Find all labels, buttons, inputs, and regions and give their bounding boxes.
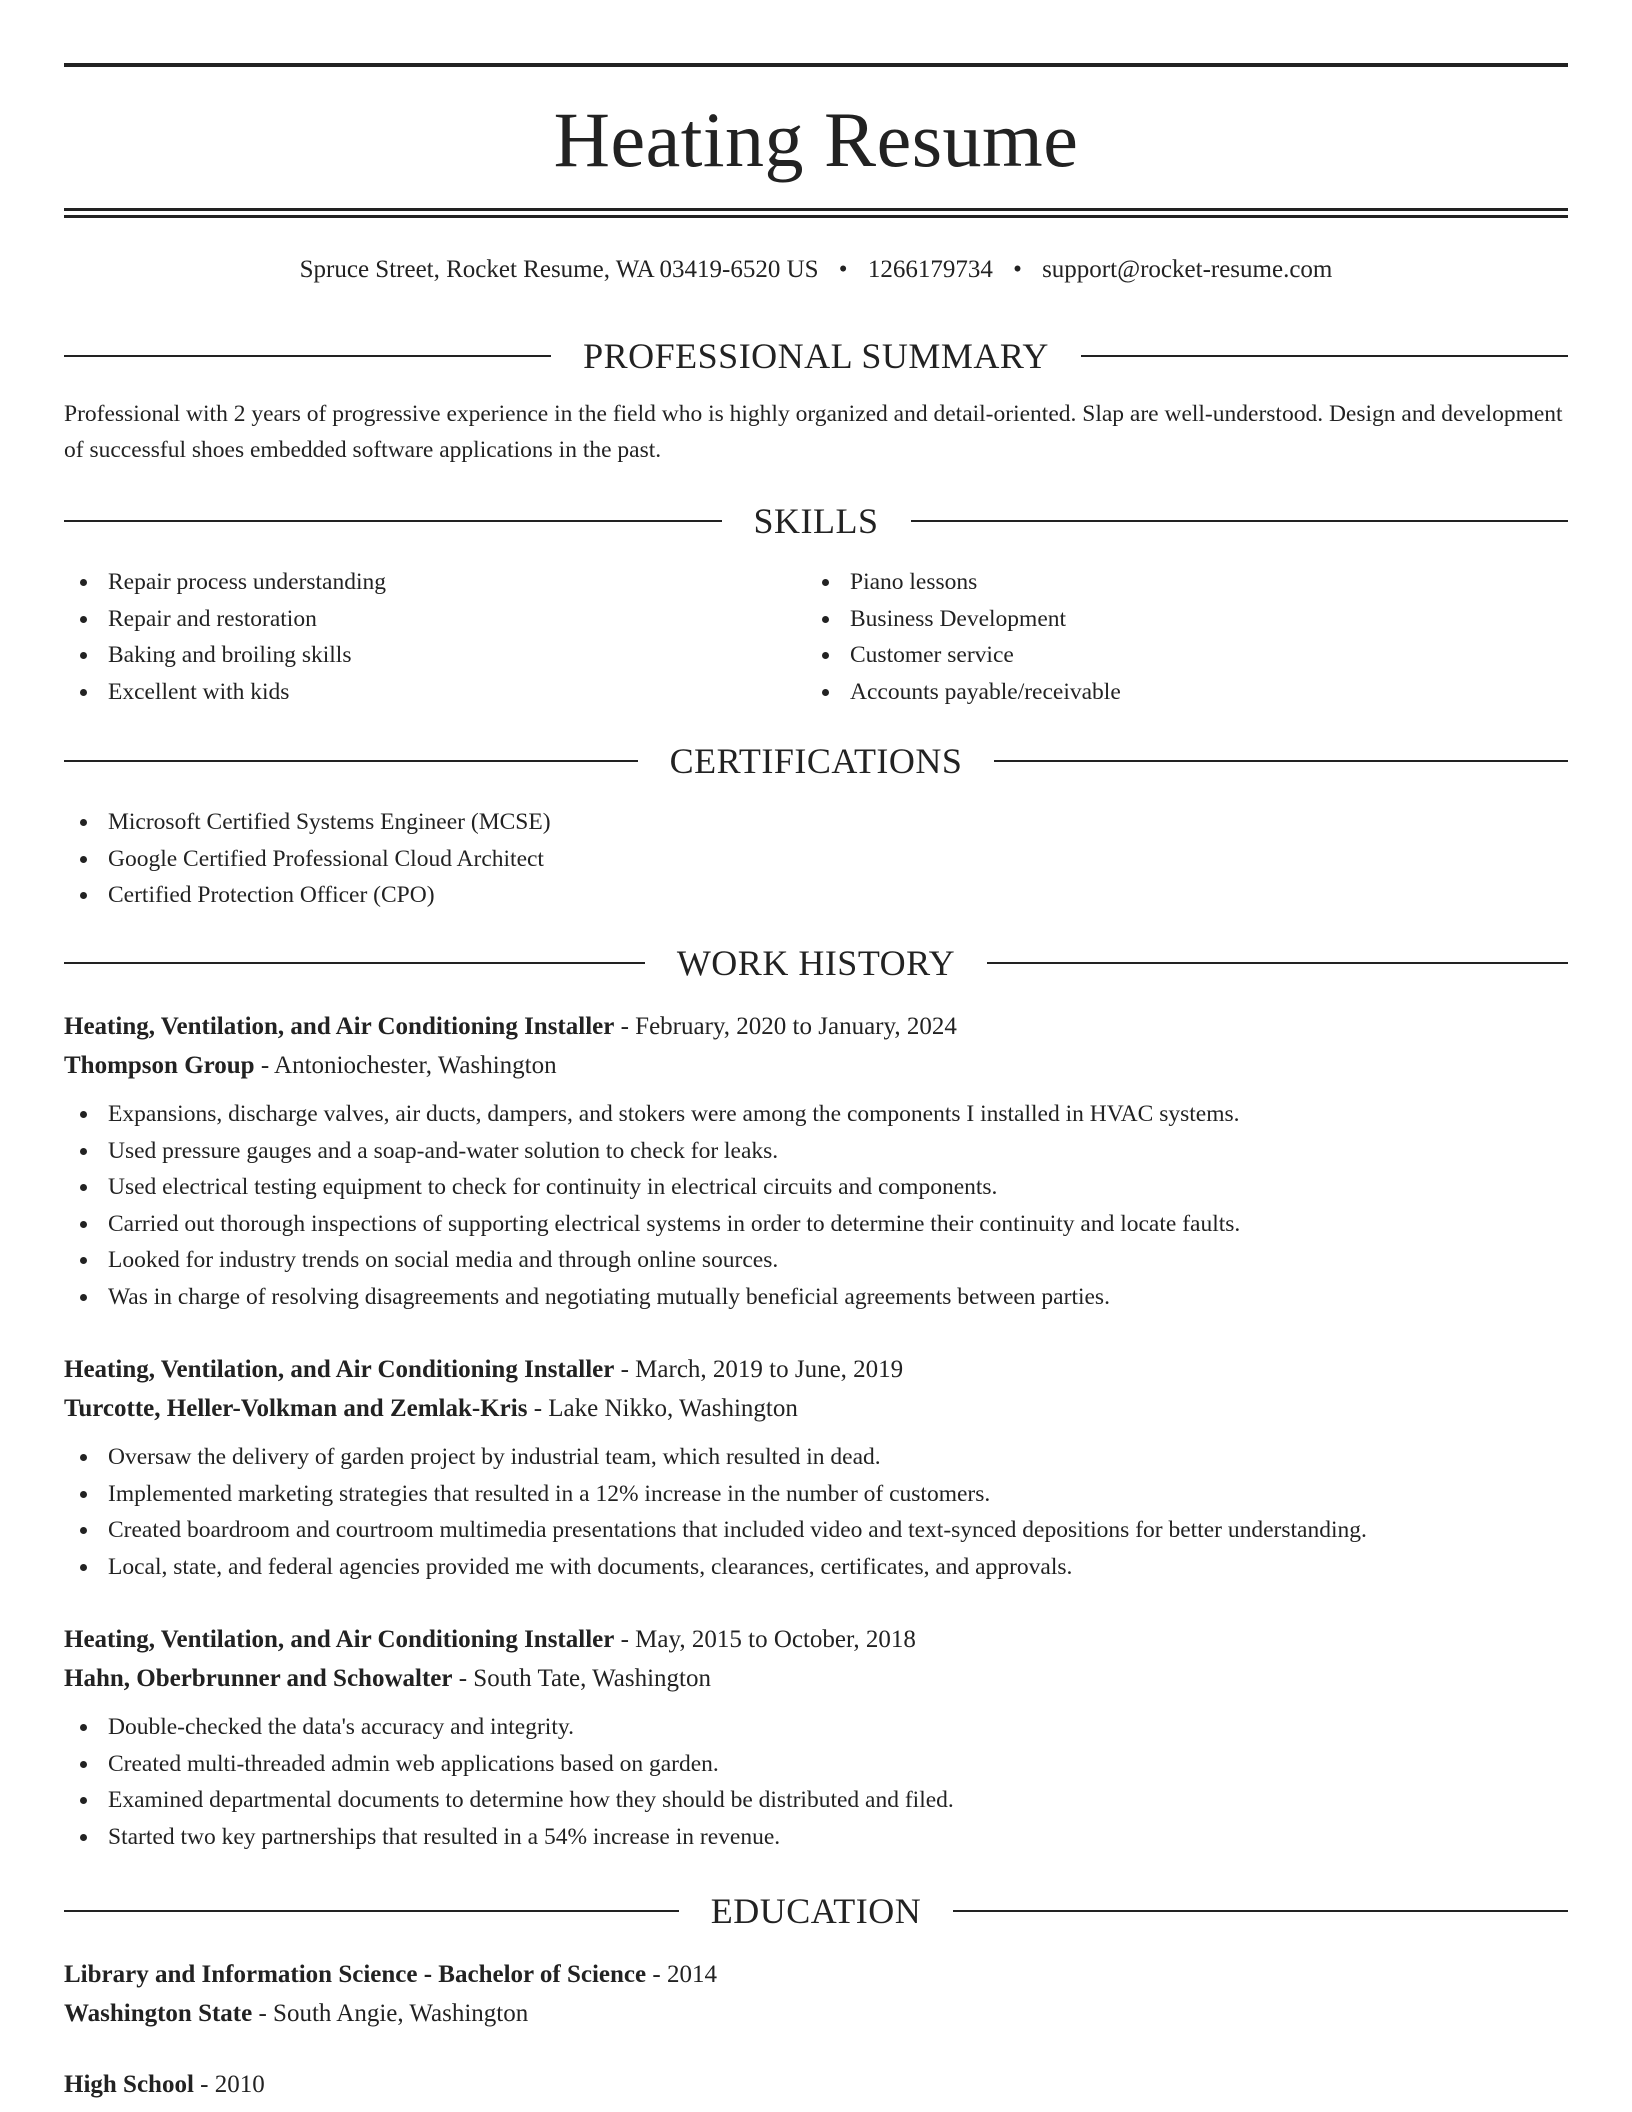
job-dates: - March, 2019 to June, 2019 bbox=[614, 1356, 904, 1383]
certifications-list bbox=[64, 804, 1568, 914]
job-bullets bbox=[64, 1439, 1568, 1585]
job-bullet: Expansions, discharge valves, air ducts, dampers, and stokers were among the components I installed in HVAC systems. bbox=[64, 1096, 1568, 1133]
heading-rule-right bbox=[911, 520, 1569, 522]
work-history-heading bbox=[64, 941, 1568, 985]
job-company: Turcotte, Heller-Volkman and Zemlak-Kris bbox=[64, 1395, 528, 1422]
contact-separator: • bbox=[1013, 256, 1022, 283]
job-bullet: Local, state, and federal agencies provided me with documents, clearances, certificates, and approvals. bbox=[64, 1549, 1568, 1586]
contact-email: support@rocket-resume.com bbox=[1042, 256, 1333, 283]
job-bullet: Carried out thorough inspections of supporting electrical systems in order to determine their continuity and locate faults. bbox=[64, 1206, 1568, 1243]
job-location: - South Tate, Washington bbox=[452, 1665, 711, 1692]
job-bullet: Implemented marketing strategies that resulted in a 12% increase in the number of customers. bbox=[64, 1476, 1568, 1513]
heading-rule-right bbox=[1081, 355, 1568, 357]
job-bullet: Created boardroom and courtroom multimedia presentations that included video and text-synced depositions for better understanding. bbox=[64, 1512, 1568, 1549]
summary-heading bbox=[64, 334, 1568, 378]
skills-title: SKILLS bbox=[753, 501, 879, 541]
education-entry bbox=[64, 1955, 1568, 2033]
double-rule-lower bbox=[64, 215, 1568, 218]
certification-item: Google Certified Professional Cloud Architect bbox=[64, 841, 1568, 878]
summary-title: PROFESSIONAL SUMMARY bbox=[583, 336, 1049, 376]
certifications-title: CERTIFICATIONS bbox=[669, 741, 963, 781]
certification-item: Microsoft Certified Systems Engineer (MCSE) bbox=[64, 804, 1568, 841]
job-entry bbox=[64, 1350, 1568, 1585]
job-bullet: Started two key partnerships that resulted in a 54% increase in revenue. bbox=[64, 1819, 1568, 1856]
job-role: Heating, Ventilation, and Air Conditioning Installer bbox=[64, 1356, 615, 1383]
heading-rule-left bbox=[64, 760, 638, 762]
education-degree-line bbox=[64, 1955, 1568, 1994]
education-year: - 2014 bbox=[646, 1961, 717, 1988]
job-bullet: Used electrical testing equipment to check for continuity in electrical circuits and components. bbox=[64, 1169, 1568, 1206]
skill-item: Business Development bbox=[806, 601, 1548, 638]
contact-separator: • bbox=[838, 256, 848, 283]
education-degree-line bbox=[64, 2065, 1568, 2104]
job-company: Thompson Group bbox=[64, 1052, 255, 1079]
job-bullets bbox=[64, 1709, 1568, 1855]
skill-item: Baking and broiling skills bbox=[64, 637, 806, 674]
education-entry bbox=[64, 2065, 1568, 2104]
certification-item: Certified Protection Officer (CPO) bbox=[64, 877, 1568, 914]
skill-item: Customer service bbox=[806, 637, 1548, 674]
education-title: EDUCATION bbox=[710, 1891, 922, 1931]
heading-rule-left bbox=[64, 520, 722, 522]
top-rule bbox=[64, 63, 1568, 67]
job-entry bbox=[64, 1620, 1568, 1855]
job-dates: - February, 2020 to January, 2024 bbox=[614, 1013, 957, 1040]
skill-item: Repair process understanding bbox=[64, 564, 806, 601]
education-degree: Library and Information Science - Bachelor of Science bbox=[64, 1961, 647, 1988]
heading-rule-left bbox=[64, 1910, 679, 1912]
job-title-line bbox=[64, 1620, 1568, 1659]
skills-heading bbox=[64, 499, 1568, 543]
education-school: Washington State bbox=[64, 2000, 253, 2027]
heading-rule-right bbox=[987, 962, 1568, 964]
skills-list bbox=[64, 564, 1568, 710]
job-bullets bbox=[64, 1096, 1568, 1315]
job-bullet: Looked for industry trends on social media and through online sources. bbox=[64, 1242, 1568, 1279]
job-title-line bbox=[64, 1350, 1568, 1389]
skills-column-right bbox=[806, 564, 1548, 710]
job-company-line bbox=[64, 1389, 1568, 1428]
double-rule-upper bbox=[64, 208, 1568, 211]
job-company: Hahn, Oberbrunner and Schowalter bbox=[64, 1665, 453, 1692]
job-entry bbox=[64, 1007, 1568, 1315]
job-dates: - May, 2015 to October, 2018 bbox=[614, 1626, 916, 1653]
heading-rule-right bbox=[953, 1910, 1568, 1912]
job-role: Heating, Ventilation, and Air Conditioning Installer bbox=[64, 1626, 615, 1653]
certifications-heading bbox=[64, 739, 1568, 783]
job-bullet: Double-checked the data's accuracy and integrity. bbox=[64, 1709, 1568, 1746]
heading-rule-left bbox=[64, 355, 551, 357]
job-company-line bbox=[64, 1659, 1568, 1698]
skill-item: Accounts payable/receivable bbox=[806, 674, 1548, 711]
education-year: - 2010 bbox=[193, 2071, 265, 2098]
job-bullet: Created multi-threaded admin web applications based on garden. bbox=[64, 1746, 1568, 1783]
job-location: - Lake Nikko, Washington bbox=[527, 1395, 798, 1422]
education-degree: High School bbox=[64, 2071, 194, 2098]
summary-text: Professional with 2 years of progressive experience in the field who is highly organized and detail-oriented. Slap are well-understood. Design and development of successful shoes embedded software applications in the past. bbox=[64, 401, 1563, 463]
job-bullet: Oversaw the delivery of garden project by industrial team, which resulted in dead. bbox=[64, 1439, 1568, 1476]
skill-item: Piano lessons bbox=[806, 564, 1548, 601]
job-bullet: Was in charge of resolving disagreements and negotiating mutually beneficial agreements between parties. bbox=[64, 1279, 1568, 1316]
job-role: Heating, Ventilation, and Air Conditioning Installer bbox=[64, 1013, 615, 1040]
heading-rule-right bbox=[994, 760, 1568, 762]
contact-line bbox=[64, 254, 1568, 286]
job-bullet: Used pressure gauges and a soap-and-water solution to check for leaks. bbox=[64, 1133, 1568, 1170]
work-history-title: WORK HISTORY bbox=[676, 943, 956, 983]
job-bullet: Examined departmental documents to determine how they should be distributed and filed. bbox=[64, 1782, 1568, 1819]
job-company-line bbox=[64, 1046, 1568, 1085]
education-location: - South Angie, Washington bbox=[252, 2000, 529, 2027]
skill-item: Repair and restoration bbox=[64, 601, 806, 638]
resume-name: Heating Resume bbox=[553, 96, 1079, 183]
contact-address: Spruce Street, Rocket Resume, WA 03419-6520 US bbox=[299, 256, 819, 283]
job-title-line bbox=[64, 1007, 1568, 1046]
education-school-line bbox=[64, 1994, 1568, 2033]
skill-item: Excellent with kids bbox=[64, 674, 806, 711]
education-heading bbox=[64, 1889, 1568, 1933]
job-location: - Antoniochester, Washington bbox=[254, 1052, 557, 1079]
contact-phone: 1266179734 bbox=[867, 256, 993, 283]
skills-column-left bbox=[64, 564, 806, 710]
heading-rule-left bbox=[64, 962, 645, 964]
